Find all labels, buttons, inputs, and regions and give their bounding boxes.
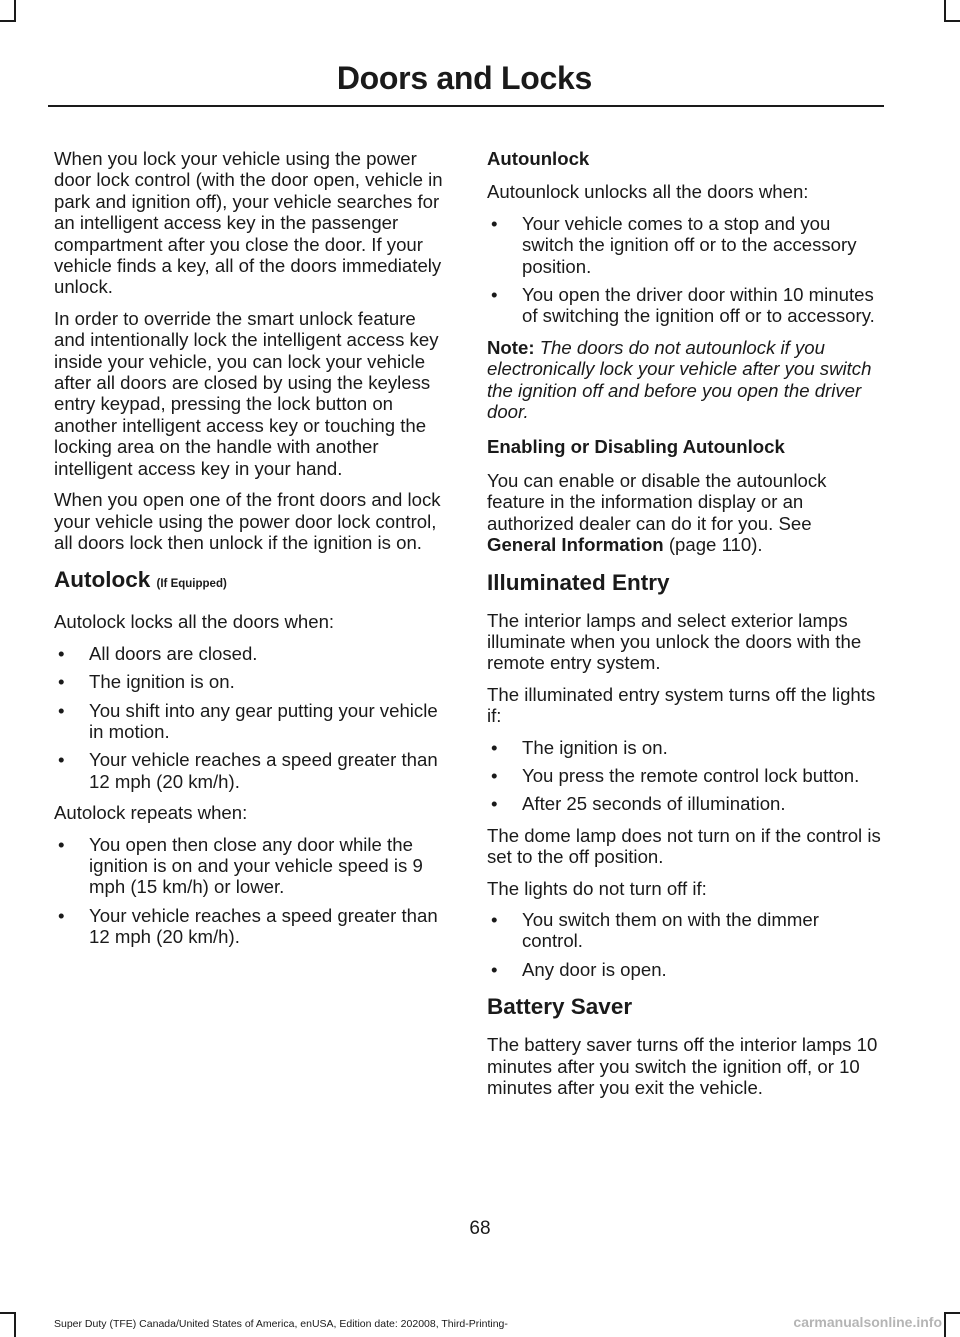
watermark: carmanualsonline.info [793, 1314, 942, 1330]
subheading-enable-autounlock: Enabling or Disabling Autounlock [487, 436, 785, 458]
right-column [487, 148, 881, 1108]
list-item: • The ignition is on. [58, 671, 235, 693]
note-text: The doors do not autounlock if you electronically lock your vehicle after you switch the ignition off and before you open the driver door. [487, 336, 872, 423]
paragraph: The dome lamp does not turn on if the control is set to the off position. [487, 824, 881, 868]
bullet-icon: • [58, 642, 65, 664]
bullet-icon: • [491, 793, 498, 815]
cross-reference-link[interactable]: General Information [487, 534, 664, 556]
bullet-icon: • [58, 699, 65, 721]
bullet-icon: • [58, 749, 65, 771]
paragraph: Autounlock unlocks all the doors when: [487, 181, 809, 203]
list-item: • You open then close any door while the ignition is on and your vehicle speed is 9 mph (15 km/h) or lower. [58, 833, 423, 898]
page-number: 68 [469, 1218, 491, 1239]
paragraph: The battery saver turns off the interior lamps 10 minutes after you switch the ignition off, or 10 minutes after you exit the vehicle. [487, 1034, 878, 1098]
paragraph: When you open one of the front doors and lock your vehicle using the power door lock control, all doors lock then unlock if the ignition is on. [54, 489, 441, 553]
note-label: Note: [487, 336, 535, 358]
bullet-list [54, 643, 448, 792]
bullet-icon: • [491, 736, 498, 758]
crop-mark [944, 1312, 960, 1314]
paragraph: The illuminated entry system turns off the lights if: [487, 683, 876, 727]
footer-edition-text: Super Duty (TFE) Canada/United States of America, enUSA, Edition date: 202008, Third-Printing- [54, 1318, 508, 1330]
section-heading-autolock [54, 567, 448, 597]
paragraph: Autolock repeats when: [54, 802, 248, 824]
crop-mark [0, 20, 16, 22]
bullet-list [54, 834, 448, 948]
bullet-icon: • [491, 958, 498, 980]
bullet-icon: • [491, 908, 498, 930]
bullet-list [487, 213, 881, 327]
section-heading-illuminated-entry: Illuminated Entry [487, 569, 670, 595]
list-item: • All doors are closed. [58, 642, 258, 664]
bullet-icon: • [491, 212, 498, 234]
bullet-icon: • [58, 833, 65, 855]
subheading-autounlock: Autounlock [487, 148, 590, 169]
heading-tag: (If Equipped) [156, 578, 227, 591]
heading-text: Autolock [54, 567, 151, 593]
list-item: • Your vehicle reaches a speed greater than 12 mph (20 km/h). [58, 904, 438, 948]
note [487, 337, 881, 423]
list-item: • You press the remote control lock button. [491, 764, 860, 786]
left-column [54, 148, 448, 958]
bullet-icon: • [491, 764, 498, 786]
crop-mark [14, 1312, 16, 1337]
list-item: • Any door is open. [491, 958, 667, 980]
paragraph: The interior lamps and select exterior lamps illuminate when you unlock the doors with the remote entry system. [487, 609, 862, 674]
paragraph: Autolock locks all the doors when: [54, 611, 335, 633]
bullet-list [487, 737, 881, 815]
bullet-icon: • [58, 904, 65, 926]
crop-mark [944, 20, 960, 22]
list-item: • The ignition is on. [491, 736, 668, 758]
page-title: Doors and Locks [336, 60, 592, 96]
header-divider [48, 105, 884, 107]
bullet-list [487, 909, 881, 980]
paragraph: When you lock your vehicle using the power door lock control (with the door open, vehicle in park and ignition off), your vehicle searches for an intelligent access key in the passenger compartment after you close the door. If your vehicle finds a key, all of the doors immediately unlock. [54, 148, 443, 298]
list-item: • After 25 seconds of illumination. [491, 793, 786, 815]
crop-mark [944, 0, 946, 20]
list-item: • You switch them on with the dimmer control. [491, 908, 819, 952]
list-item: • You open the driver door within 10 minutes of switching the ignition off or to accessory. [491, 284, 875, 327]
crop-mark [14, 0, 16, 20]
paragraph: The lights do not turn off if: [487, 877, 707, 899]
bullet-icon: • [491, 284, 498, 306]
paragraph: In order to override the smart unlock feature and intentionally lock the intelligent access key inside your vehicle, you can lock your vehicle after all doors are closed by using the keyless entry keypad, pressing the lock button on another intelligent access key or touching the locking area on the handle with another intelligent access key in your hand. [54, 307, 439, 479]
list-item: • Your vehicle comes to a stop and you switch the ignition off or to the accessory position. [491, 212, 857, 277]
paragraph: You can enable or disable the autounlock feature in the information display or an authorized dealer can do it for you. See General Information (page 110). [487, 469, 827, 556]
crop-mark [944, 1312, 946, 1337]
list-item: • You shift into any gear putting your vehicle in motion. [58, 699, 438, 742]
section-heading-battery-saver: Battery Saver [487, 994, 633, 1020]
list-item: • Your vehicle reaches a speed greater than 12 mph (20 km/h). [58, 749, 438, 792]
bullet-icon: • [58, 671, 65, 693]
